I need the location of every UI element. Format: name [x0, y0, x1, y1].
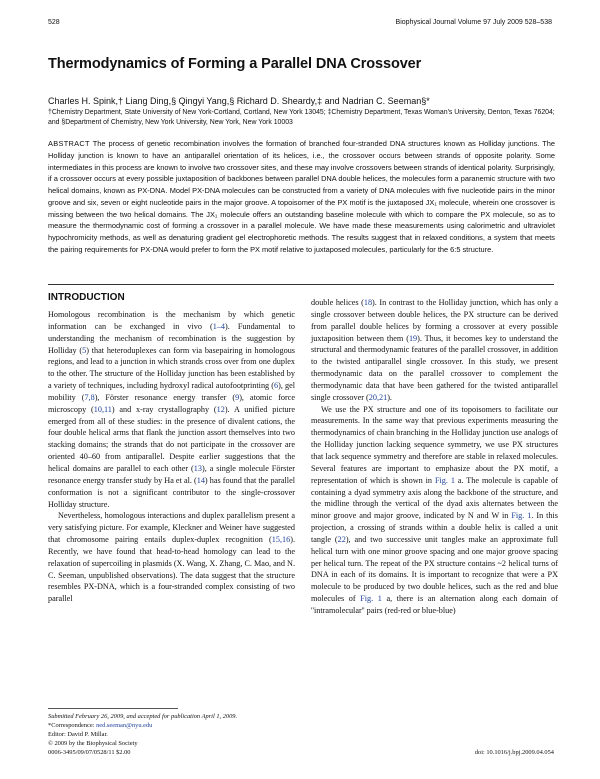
citation-link[interactable]: 19: [408, 333, 418, 343]
page-number: 528: [48, 19, 60, 26]
paragraph-text: ), and two successive unit tangles make an approximate full helical turn with one minor groove spacing and one major groove spacing per helical turn. The repeat of the PX structure contains ~2 helical turns of DNA in each of its domains. It is important to recognize that were a PX molecule to be produced by two double helices, such as the red and blue molecules of: [311, 534, 558, 604]
paragraph: [48, 309, 295, 510]
citation-link[interactable]: 6: [274, 381, 279, 391]
paragraph-text: ), Förster resonance energy transfer (: [94, 392, 236, 402]
paragraph-text: ). Thus, it becomes key to understand the structural and thermodynamic features of the parallel crossover, in addition to the twisted antiparallel single crossover. In this study, we present thermodynamic data on the parallel crossover to complement the thermodynamic data that have been gathered for the twisted antiparallel single crossover (: [311, 333, 559, 402]
paragraph-text: a, there is an alternation along each domain of ''intramolecular'' pairs (red-red or blue-blue): [311, 594, 558, 615]
paragraph: [48, 510, 295, 605]
citation-link[interactable]: 13: [193, 463, 202, 473]
author-list: Charles H. Spink,† Liang Ding,§ Qingyi Yang,§ Richard D. Sheardy,‡ and Nadrian C. Seeman§*: [48, 96, 430, 106]
citation-link[interactable]: 9: [235, 392, 240, 402]
abstract-text: The process of genetic recombination involves the formation of branched four-stranded DNA structures known as Holliday junctions. The Holliday junction is known to have an antiparallel orientation of its helices, i.e., the crossover occurs between strands of opposite polarity. Some intermediates in this process are known to involve two crossover sites, and these may involve crossovers between strands of identical polarity. Surprisingly, if a crossover occurs at every possible juxtaposition of backbones between parallel DNA double helices, the molecules form a paranemic structure with two helical domains, known as PX-DNA. Model PX-DNA molecules can be constructed from a variety of DNA molecules with five nucleotide pairs in the minor groove and six, seven or eight nucleotide pairs in the major groove. A topoisomer of the PX motif is the juxtaposed JX₁ molecule, wherein one crossover is missing between the two helical domains. The JX₁ molecule offers an outstanding baseline molecule with which to compare the PX molecule, so as to measure the thermodynamic cost of forming a crossover in a parallel molecule. We have made these measurements using calorimetric and ultraviolet hypochromicity methods, as well as denaturing gradient gel electrophoretic methods. The results suggest that in relaxed conditions, a system that meets the pairing requirements for PX-DNA would prefer to form the PX motif relative to juxtaposed molecules, particularly for the 6:5 structure.: [48, 139, 555, 254]
citation-link[interactable]: 18: [363, 298, 373, 307]
paragraph-text: ). Recently, we have found that head-to-head homology can lead to the relaxation of supercoiling in plasmids (X. Wang, X. Zhang, C. Mao, and N. C. Seeman, unpublished observations). The data suggest that the structure resembles PX-DNA, which is a four-stranded complex consisting of two parallel: [48, 535, 295, 604]
journal-info: Biophysical Journal Volume 97 July 2009 528–538: [395, 19, 552, 26]
citation-link[interactable]: 20,21: [368, 392, 388, 402]
correspondence-email-link[interactable]: ned.seeman@nyu.edu: [96, 722, 153, 729]
paragraph-text: ). Fundamental to understanding the mechanism of recombination is the suggestion by Holliday (: [48, 321, 295, 355]
copyright: © 2009 by the Biophysical Society: [48, 740, 138, 747]
citation-link[interactable]: 10,11: [93, 404, 112, 414]
section-divider: [48, 284, 554, 285]
citation-link[interactable]: 14: [196, 475, 205, 485]
article-title: Thermodynamics of Forming a Parallel DNA Crossover: [48, 56, 422, 72]
abstract-label: ABSTRACT: [48, 139, 90, 148]
editor: Editor: David P. Millar.: [48, 731, 108, 738]
doi-link[interactable]: doi: 10.1016/j.bpj.2009.04.054: [474, 749, 554, 756]
footnotes: [48, 708, 308, 757]
affiliations: †Chemistry Department, State University of New York-Cortland, Cortland, New York 13045; ‡Chemistry Department, Texas Woman's University, Denton, Texas 76204; and §Department of Chemistry, New York University, New York, New York 10003: [48, 109, 555, 126]
paragraph-text: double helices (: [311, 298, 364, 307]
paragraph-text: ) has found that the parallel conformation is not a significant contributor to the single-crossover Holliday structure.: [48, 475, 295, 509]
paragraph-text: ).: [387, 392, 392, 402]
citation-link[interactable]: 5: [82, 345, 87, 355]
citation-link[interactable]: Fig. 1: [360, 594, 382, 604]
paragraph-text: . In this projection, a crossing of strands within a double helix is called a unit tangle (: [311, 511, 558, 544]
paragraph-text: ), gel mobility (: [48, 381, 295, 402]
citation-link[interactable]: 1–4: [212, 321, 225, 331]
paragraph-text: ). A unified picture emerged from all of these studies: in the presence of divalent cations, the four double helical arms that flank the junction assort themselves into two stacking domains; the strands that do not participate in the crossover are oriented 40–60 from antiparallel. Despite earlier suggestions that the helical domains are parallel to each other (: [48, 404, 295, 473]
paragraph-text: ), a single molecule Förster resonance energy transfer study by Ha et al. (: [48, 463, 295, 485]
paragraph-text: We use the PX structure and one of its topoisomers to facilitate our measurements. In the same way that previous experiments measuring the thermodynamics of chain branching in the Holliday junction use analogs of the Holliday junction lacking sequence symmetry, we use PX structures that lack sequence symmetry and therefore are stable in relaxed molecules. Several features are important to emphasize about the PX motif, a representation of which is shown in: [311, 404, 558, 485]
paragraph-text: ), atomic force microscopy (: [48, 392, 295, 414]
citation-link[interactable]: 12: [216, 404, 225, 414]
correspondence: [48, 721, 308, 730]
footnote-rule: [48, 708, 178, 709]
citation-link[interactable]: Fig. 1: [511, 511, 532, 521]
paragraph-text: ) and x-ray crystallography (: [111, 404, 217, 414]
section-heading: INTRODUCTION: [48, 292, 125, 303]
paragraph-text: Homologous recombination is the mechanism by which genetic information can be exchanged in vivo (: [48, 310, 295, 331]
issn: 0006-3495/09/07/0528/11 $2.00: [48, 749, 131, 756]
paragraph-text: ) that heteroduplexes can form via basepairing in homologous regions, and lead to a junction in which strands cross over from one duplex to the other. The structure of the Holliday junction has been established by a variety of techniques, including hydroxyl radical autofootprinting (: [48, 345, 295, 391]
abstract: [48, 138, 555, 256]
running-header: [48, 19, 552, 31]
body-column-right: [311, 297, 558, 617]
paragraph: [311, 297, 558, 404]
correspondence-label: *Correspondence:: [48, 722, 97, 729]
citation-link[interactable]: 22: [337, 534, 346, 544]
paragraph-text: ). In contrast to the Holliday junction, which has only a single crossover between double helices, the PX structure can be derived from parallel double helices by forming a crossover at every possible juxtaposition between them (: [311, 298, 559, 343]
submission-dates: Submitted February 26, 2009, and accepted for publication April 1, 2009.: [48, 713, 238, 720]
citation-link[interactable]: 7,8: [84, 392, 95, 402]
citation-link[interactable]: Fig. 1: [434, 475, 455, 485]
paragraph-text: a. The molecule is capable of containing a dyad symmetry axis along the backbone of the structure, and the midline through the vertical of the dyad axis alternates between the minor groove and major groove, indicated by N and W in: [311, 475, 558, 521]
paragraph-text: Nevertheless, homologous interactions and duplex parallelism present a very satisfying picture. For example, Kleckner and Weiner have suggested that chromosome pairing entails duplex-duplex recognition (: [48, 511, 295, 545]
paragraph: [311, 404, 558, 617]
citation-link[interactable]: 15,16: [271, 535, 291, 545]
body-column-left: [48, 309, 295, 605]
